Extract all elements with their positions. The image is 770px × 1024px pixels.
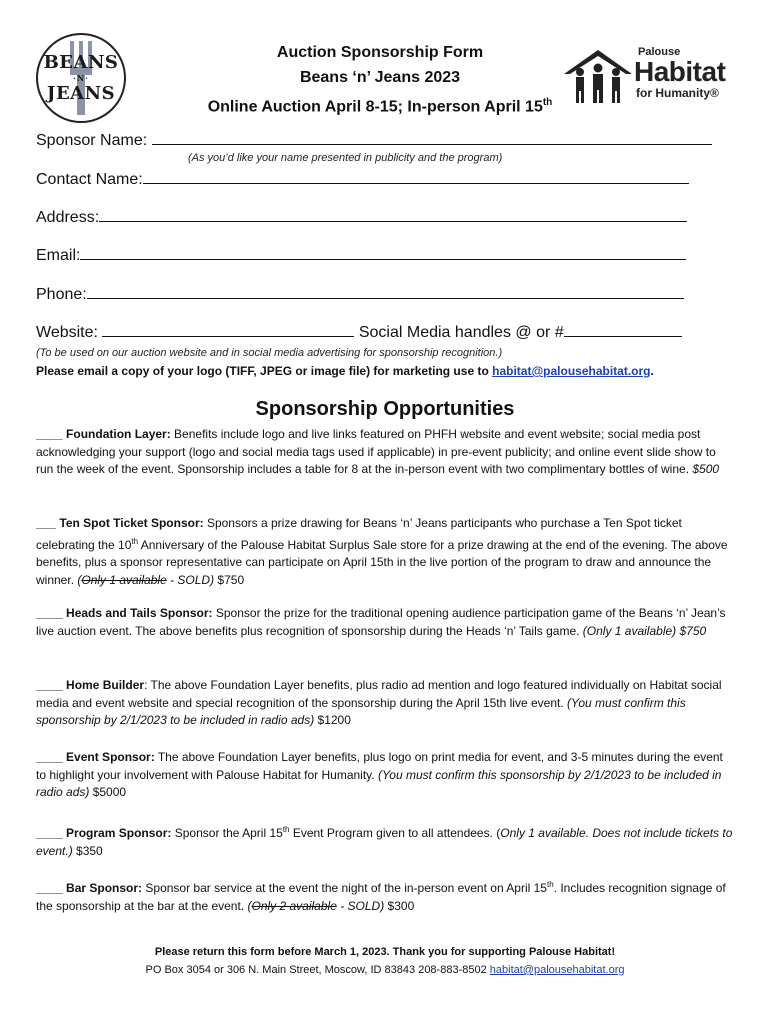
website-field[interactable] (36, 322, 682, 342)
opportunity-heads-tails (36, 605, 734, 640)
logo-email-link[interactable]: habitat@palousehabitat.org (492, 364, 651, 378)
checkbox-blank[interactable]: ____ (36, 678, 63, 692)
checkbox-blank[interactable]: ____ (36, 826, 63, 840)
paren-open: ( (77, 572, 82, 587)
opportunity-sup: th (282, 825, 290, 834)
opportunity-name: Home Builder (66, 678, 145, 692)
form-title (130, 40, 630, 119)
opportunity-price: $1200 (314, 713, 351, 727)
opportunity-sup: th (546, 880, 554, 889)
opportunity-name: Program Sponsor: (66, 826, 172, 840)
opportunity-ten-spot (36, 515, 734, 589)
title-line-1: Auction Sponsorship Form (276, 44, 484, 61)
opportunity-availability: Only 1 available. Does not include tickets to event.) (36, 826, 733, 858)
contact-name-line[interactable] (143, 169, 689, 184)
checkbox-blank[interactable]: ____ (36, 606, 63, 620)
phone-line[interactable] (87, 284, 684, 299)
email-line[interactable] (80, 245, 686, 260)
opportunity-foundation-layer (36, 426, 734, 479)
sold-label: - SOLD) (336, 898, 385, 913)
paren-open: ( (247, 898, 252, 913)
checkbox-blank[interactable]: ____ (36, 881, 63, 895)
logo-word-jeans: JEANS (46, 83, 116, 104)
title-line-2: Beans ‘n’ Jeans 2023 (299, 69, 461, 86)
title-line-3-sup: th (542, 97, 553, 108)
sold-label: - SOLD) (166, 572, 215, 587)
opportunity-home-builder (36, 677, 734, 730)
opportunity-price: $750 (214, 572, 245, 587)
opportunity-text: Sponsor bar service at the event the night of the in-person event on April 15 (142, 881, 547, 895)
house-people-icon (562, 48, 634, 104)
opportunity-program-sponsor (36, 821, 734, 860)
opportunity-text: : The above Foundation Layer benefits, plus radio ad mention and logo featured individually on Habitat social media and event website and special recognition of the sponsorship during the April 15th live event. (36, 678, 722, 710)
opportunity-name: Bar Sponsor: (66, 881, 143, 895)
habitat-for-humanity-logo (562, 44, 742, 104)
footer-email-link[interactable]: habitat@palousehabitat.org (489, 964, 625, 976)
phone-field[interactable] (36, 284, 684, 304)
section-title: Sponsorship Opportunities (255, 398, 515, 420)
logo-word-n: ·N· (73, 73, 89, 83)
logo-request-text: Please email a copy of your logo (TIFF, JPEG or image file) for marketing use to (36, 364, 493, 378)
opportunity-name: Ten Spot Ticket Sponsor: (59, 516, 204, 530)
opportunity-sup: th (131, 536, 139, 546)
title-line-3 (130, 90, 630, 119)
opportunity-text: Sponsor the April 15 (171, 826, 283, 840)
sponsor-name-hint: (As you’d like your name presented in publicity and the program) (188, 152, 503, 164)
usage-note: (To be used on our auction website and in social media advertising for sponsorship recognition.) (36, 347, 503, 359)
return-instructions: Please return this form before March 1, 2023. Thank you for supporting Palouse Habitat! (154, 946, 616, 958)
address-field[interactable] (36, 207, 687, 227)
address-label: Address: (36, 209, 100, 226)
opportunity-text-2: Event Program given to all attendees. ( (289, 826, 501, 840)
logo-palouse: Palouse (638, 46, 681, 58)
title-line-3-text: Online Auction April 8-15; In-person April 15 (207, 98, 543, 116)
opportunity-condition: (You must confirm this sponsorship by 2/1/2023 to be included in radio ads) (36, 767, 722, 799)
social-media-line[interactable] (564, 322, 682, 337)
logo-habitat: Habitat (634, 56, 726, 87)
email-field[interactable] (36, 245, 686, 265)
opportunity-text: The above Foundation Layer benefits, plus logo on print media for event, and 3-5 minutes during the event to highlight your involvement with Palouse Habitat for Humanity. (36, 750, 723, 782)
opportunity-price: $500 (692, 462, 720, 476)
availability-struck: Only 1 available (81, 572, 167, 587)
address-phone: PO Box 3054 or 306 N. Main Street, Moscow, ID 83843 208-883-8502 (145, 964, 490, 976)
opportunity-price: $300 (384, 898, 415, 913)
contact-name-label: Contact Name: (36, 171, 143, 188)
opportunity-text: Benefits include logo and live links featured on PHFH website and event website; social media post acknowledging your support (logo and social media tags used if applicable) in pre-event publicity; and online event slide show to run the week of the event. Sponsorship includes a table for 8 at the in-person event with two complimentary bottles of wine. (36, 427, 716, 476)
logo-word-beans: BEANS (43, 52, 119, 73)
opportunity-bar-sponsor (36, 876, 734, 915)
beans-n-jeans-logo (36, 33, 126, 123)
email-label: Email: (36, 247, 81, 264)
opportunity-event-sponsor (36, 749, 734, 802)
website-label: Website: (36, 324, 103, 341)
sponsor-name-field[interactable] (36, 130, 712, 150)
opportunity-text: Sponsors a prize drawing for Beans ‘n’ Jeans participants who purchase a Ten Spot ticket celebrating the 10 (36, 516, 682, 552)
contact-name-field[interactable] (36, 169, 689, 189)
website-line[interactable] (102, 322, 354, 337)
logo-request-period: . (650, 364, 654, 378)
opportunity-price: $350 (72, 843, 103, 858)
checkbox-blank[interactable]: ____ (36, 427, 63, 441)
opportunity-price: $5000 (89, 785, 127, 799)
phone-label: Phone: (36, 286, 87, 303)
logo-request (36, 364, 654, 378)
social-media-label: Social Media handles @ or # (354, 324, 564, 341)
address-line[interactable] (99, 207, 687, 222)
sponsor-name-line[interactable] (152, 130, 712, 145)
checkbox-blank[interactable]: ___ (36, 516, 57, 530)
availability-struck: Only 2 available (251, 898, 337, 913)
opportunity-text-2: . Includes recognition signage of the sponsorship at the bar at the event. (36, 881, 726, 913)
opportunity-text-2: Anniversary of the Palouse Habitat Surplus Sale store for a prize drawing at the end of the evening. The above benefits, plus a sponsor representative can participate on April 15th in the live portion of the program to draw and announce the winner. (36, 537, 728, 587)
checkbox-blank[interactable]: ____ (36, 750, 63, 764)
opportunity-condition: (You must confirm this sponsorship by 2/1/2023 to be included in radio ads) (36, 695, 686, 727)
opportunity-name: Event Sponsor: (66, 750, 155, 764)
opportunity-text: Sponsor the prize for the traditional opening audience participation game of the Beans ‘n’ Jean’s live auction event. The above benefits plus recognition of sponsorship during the Heads ‘n’ Tails game. (36, 606, 726, 638)
opportunity-availability: (Only 1 available) $750 (582, 623, 707, 638)
opportunity-name: Foundation Layer: (66, 427, 171, 441)
logo-for-humanity: for Humanity® (636, 86, 719, 100)
opportunity-name: Heads and Tails Sponsor: (66, 606, 213, 620)
sponsor-name-label: Sponsor Name: (36, 132, 152, 149)
contact-address (0, 964, 770, 976)
